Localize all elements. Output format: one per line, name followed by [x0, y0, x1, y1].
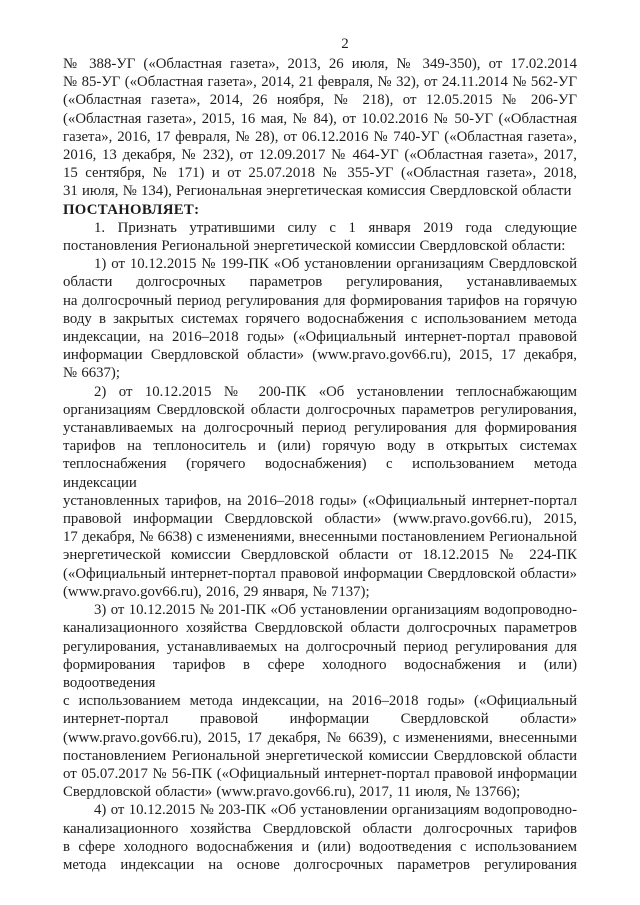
text-line: (www.pravo.gov66.ru), 2016, 29 января, № 7137); — [63, 583, 370, 600]
text-line: № 388-УГ («Областная газета», 2013, 26 июля, № 349-350), от 17.02.2014 — [63, 56, 577, 72]
text-line: организациям Свердловской области долгосрочных параметров регулирования, — [63, 401, 577, 418]
document-body — [63, 55, 577, 874]
text-line: («Областная газета», 2014, 26 ноября, № 218), от 12.05.2015 № 206-УГ — [63, 92, 577, 109]
text-line: 17 декабря, № 6638) с изменениями, внесенными постановлением Региональной — [63, 529, 577, 546]
text-line: установленных тарифов, на 2016–2018 годы» («Официальный интернет-портал — [63, 492, 577, 509]
text-line: на долгосрочный период регулирования для формирования тарифов на горячую — [63, 292, 577, 309]
text-line: постановления Региональной энергетической комиссии Свердловской области: — [63, 238, 566, 255]
text-line: теплоснабжения (горячего водоснабжения) с использованием метода индексации — [63, 456, 577, 491]
text-line: газета», 2016, 17 февраля, № 28), от 06.12.2016 № 740-УГ («Областная газета», — [63, 128, 577, 145]
text-line: № 85-УГ («Областная газета», 2014, 21 февраля, № 32), от 24.11.2014 № 562-УГ — [63, 74, 577, 91]
page-number: 2 — [341, 36, 349, 52]
text-line: 1. Признать утратившими силу с 1 января 2019 года следующие — [94, 219, 577, 236]
text-line: области долгосрочных параметров регулирования, устанавливаемых — [63, 274, 577, 291]
text-line: с использованием метода индексации, на 2016–2018 годы» («Официальный — [63, 693, 577, 710]
text-line: тарифов на теплоноситель и (или) горячую воду в открытых системах — [63, 438, 577, 455]
text-line: 2) от 10.12.2015 № 200-ПК «Об установлении теплоснабжающим — [94, 383, 577, 400]
text-line: 3) от 10.12.2015 № 201-ПК «Об установлении организациям водопроводно- — [94, 602, 577, 619]
text-line: ПОСТАНОВЛЯЕТ: — [63, 201, 200, 218]
text-line: правовой информации Свердловской области» (www.pravo.gov66.ru), 2015, — [63, 511, 577, 528]
text-line: интернет-портал правовой информации Свердловской области» — [63, 711, 577, 728]
text-line: 15 сентября, № 171) и от 25.07.2018 № 355-УГ («Областная газета», 2018, — [63, 165, 577, 182]
text-line: устанавливаемых на долгосрочный период регулирования для формирования — [63, 420, 577, 437]
text-line: постановлением Региональной энергетической комиссии Свердловской области — [63, 747, 577, 764]
text-line: (www.pravo.gov66.ru), 2015, 17 декабря, № 6639), с изменениями, внесенными — [63, 729, 577, 746]
text-line: канализационного хозяйства Свердловской области долгосрочных параметров — [63, 620, 577, 637]
text-line: 2016, 13 декабря, № 232), от 12.09.2017 № 464-УГ («Областная газета», 2017, — [63, 147, 577, 164]
text-line: в сфере холодного водоснабжения и (или) водоотведения с использованием — [63, 838, 577, 855]
text-line: 31 июля, № 134), Региональная энергетическая комиссия Свердловской области — [63, 183, 572, 200]
text-line: № 6637); — [63, 365, 120, 382]
text-line: регулирования, устанавливаемых на долгосрочный период регулирования для — [63, 638, 577, 655]
text-line: метода индексации на основе долгосрочных параметров регулирования — [63, 856, 577, 873]
text-line: формирования тарифов в сфере холодного водоснабжения и (или) водоотведения — [63, 656, 577, 691]
text-line: воду в закрытых системах горячего водоснабжения с использованием метода — [63, 310, 577, 327]
text-line: («Официальный интернет-портал правовой информации Свердловской области» — [63, 565, 577, 582]
text-line: энергетической комиссии Свердловской области от 18.12.2015 № 224-ПК — [63, 547, 577, 564]
text-line: 4) от 10.12.2015 № 203-ПК «Об установлении организациям водопроводно- — [94, 802, 577, 819]
text-line: индексации, на 2016–2018 годы» («Официальный интернет-портал правовой — [63, 329, 577, 346]
text-line: канализационного хозяйства Свердловской области долгосрочных тарифов — [63, 820, 577, 837]
text-line: информации Свердловской области» (www.pravo.gov66.ru), 2015, 17 декабря, — [63, 347, 577, 364]
text-line: Свердловской области» (www.pravo.gov66.ru), 2017, 11 июля, № 13766); — [63, 784, 521, 801]
text-line: от 05.07.2017 № 56-ПК («Официальный интернет-портал правовой информации — [63, 765, 577, 782]
text-line: («Областная газета», 2015, 16 мая, № 84), от 10.02.2016 № 50-УГ («Областная — [63, 110, 577, 127]
text-line: 1) от 10.12.2015 № 199-ПК «Об установлении организациям Свердловской — [94, 256, 577, 273]
